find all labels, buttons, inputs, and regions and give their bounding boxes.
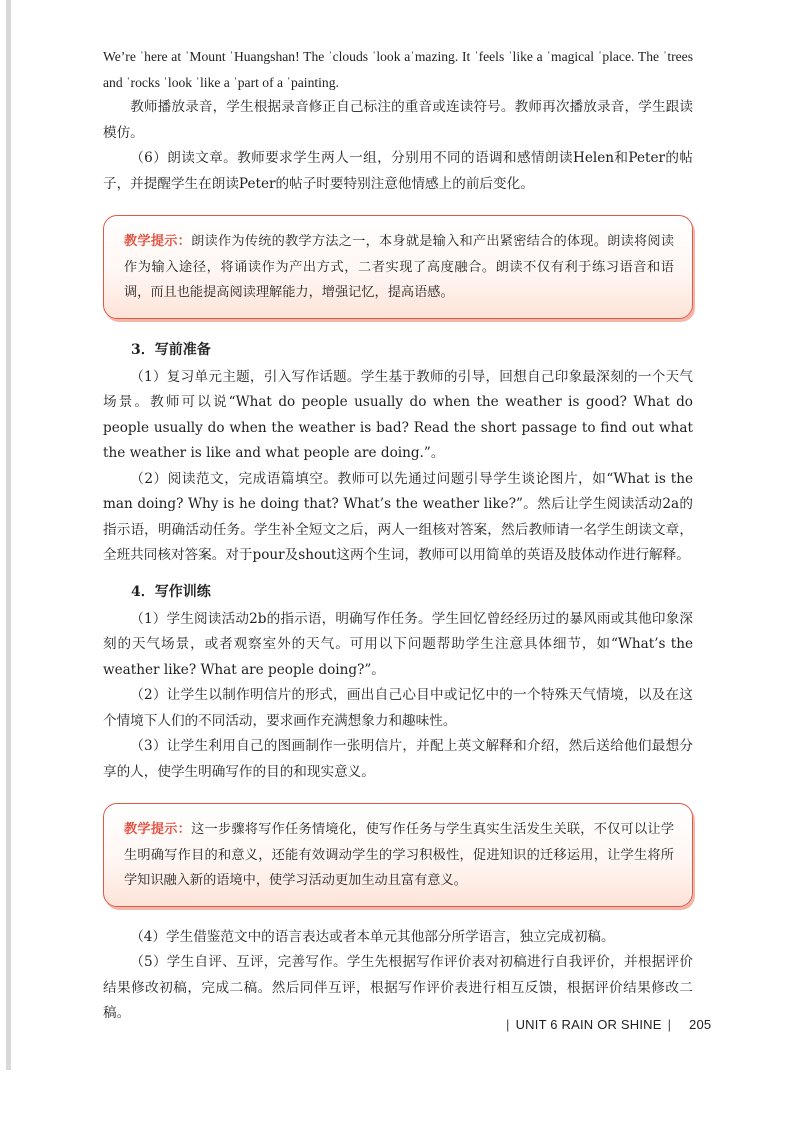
footer-unit-title: RAIN OR SHINE — [561, 1017, 662, 1032]
paragraph-postcard-drawing: （2）让学生以制作明信片的形式，画出自己心目中或记忆中的一个特殊天气情境，以及在这个情境下人们的不同活动，要求画作充满想象力和趣味性。 — [103, 687, 693, 729]
paragraph-replay-recording: 教师播放录音，学生根据录音修正自己标注的重音或连读符号。教师再次播放录音，学生跟读模仿。 — [103, 99, 693, 141]
paragraph-review-theme: （1）复习单元主题，引入写作话题。学生基于教师的引导，回想自己印象最深刻的一个天气场景。教师可以说“What do people usually do when the weather is good? What do people usually do when the weather is bad? Read the short passage to find out what the weather is like and what people are doing.”。 — [103, 368, 693, 461]
teaching-tip-box-reading — [103, 215, 693, 319]
teaching-tip-text: 这一步骤将写作任务情境化，使写作任务与学生真实生活发生关联，不仅可以让学生明确写作目的和意义，还能有效调动学生的学习积极性，促进知识的迁移运用，让学生将所学知识融入新的语境中，使学习活动更加生动且富有意义。 — [124, 822, 675, 888]
paragraph-first-draft: （4）学生借鉴范文中的语言表达或者本单元其他部分所学语言，独立完成初稿。 — [130, 928, 615, 945]
paragraph-postcard-making: （3）让学生利用自己的图画制作一张明信片，并配上英文解释和介绍，然后送给他们最想分享的人，使学生明确写作的目的和现实意义。 — [103, 738, 693, 780]
phonetic-practice-sentence: We’re ˈhere at ˈMount ˈHuangshan! The ˈclouds ˈlook aˈmazing. It ˈfeels ˈlike a ˈmagical ˈplace. The ˈtrees and ˈrocks ˈlook ˈlike a ˈpart of a ˈpainting. — [103, 49, 693, 90]
page-number: 205 — [689, 1017, 712, 1032]
section-heading-writing-practice: 4．写作训练 — [131, 583, 211, 600]
footer-unit: UNIT 6 — [515, 1017, 558, 1032]
scan-page-edge — [6, 0, 11, 1070]
paragraph-read-aloud: （6）朗读文章。教师要求学生两人一组，分别用不同的语调和感情朗读Helen和Peter的帖子，并提醒学生在朗读Peter的帖子时要特别注意他情感上的前后变化。 — [103, 150, 693, 192]
teaching-tip-label: 教学提示： — [124, 234, 192, 249]
footer-divider: | — [667, 1017, 672, 1032]
paragraph-writing-task: （1）学生阅读活动2b的指示语，明确写作任务。学生回忆曾经经历过的暴风雨或其他印象深刻的天气场景，或者观察室外的天气。可用以下问题帮助学生注意具体细节，如“What’s the weather like? What are people doing?”。 — [103, 610, 693, 678]
section-heading-prewriting: 3．写前准备 — [131, 341, 211, 358]
paragraph-read-model-text: （2）阅读范文，完成语篇填空。教师可以先通过问题引导学生谈论图片，如“What is the man doing? Why is he doing that? What’s the weather like?”。然后让学生阅读活动2a的指示语，明确活动任务。学生补全短文之后，两人一组核对答案，然后教师请一名学生朗读文章，全班共同核对答案。对于pour及shout这两个生词，教师可以用简单的英语及肢体动作进行解释。 — [103, 470, 693, 563]
teaching-tip-box-writing — [103, 803, 693, 907]
paragraph-self-peer-review: （5）学生自评、互评，完善写作。学生先根据写作评价表对初稿进行自我评价，并根据评价结果修改初稿，完成二稿。然后同伴互评，根据写作评价表进行相互反馈，根据评价结果修改二稿。 — [103, 954, 693, 1021]
page-content — [103, 44, 693, 1027]
teaching-tip-label: 教学提示： — [124, 822, 192, 837]
footer-divider: | — [506, 1017, 510, 1032]
page-footer — [500, 1017, 711, 1032]
teaching-tip-text: 朗读作为传统的教学方法之一，本身就是输入和产出紧密结合的体现。朗读将阅读作为输入途径，将诵读作为产出方式，二者实现了高度融合。朗读不仅有利于练习语音和语调，而且也能提高阅读理解能力，增强记忆，提高语感。 — [124, 234, 675, 300]
